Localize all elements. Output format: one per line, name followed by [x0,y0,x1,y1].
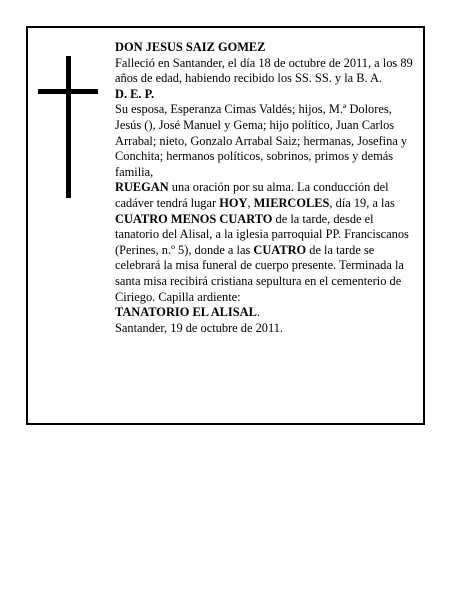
death-info: Falleció en Santander, el día 18 de octubre de 2011, a los 89 años de edad, habiendo recibido los SS. SS. y la B. A. [115,55,413,86]
cross-horizontal-bar [38,89,98,94]
chapel-line [115,305,420,321]
hoy-word: HOY [219,195,248,210]
mass-time: CUATRO [253,242,307,257]
deceased-name: DON JESUS SAIZ GOMEZ [115,40,266,54]
ruegan-word: RUEGAN [115,180,169,195]
weekday-word: MIERCOLES [253,195,330,210]
procession-time: CUATRO MENOS CUARTO [115,211,273,226]
cross-vertical-bar [66,56,71,198]
chapel-name: TANATORIO EL ALISAL [115,305,257,320]
funeral-request [115,180,420,305]
request-text-4: de la tarde, desde el tanatorio del Alisal, a la iglesia parroquial PP. Franciscanos (Perines, n.º 5), donde a las [115,211,409,257]
request-text-3: , día 19, a las [329,195,395,210]
request-text-5: de la tarde se celebrará la misa funeral de cuerpo presente. Terminada la santa misa recibirá cristiana sepultura en el cementerio de Ciriego. Capilla ardiente: [115,242,404,304]
request-text-2: , [247,195,254,210]
obituary-notice [26,26,425,425]
rip-line: D. E. P. [115,86,155,101]
closing-date: Santander, 19 de octubre de 2011. [115,320,283,335]
cross-icon [38,56,98,198]
chapel-period: . [256,305,260,320]
family-list: Su esposa, Esperanza Cimas Valdés; hijos, M.ª Dolores, Jesús (), José Manuel y Gema; hijo político, Juan Carlos Arrabal; nieto, Gonzalo Arrabal Saiz; hermanas, Josefina y Conchita; hermanos políticos, sobrinos, primos y demás familia, [115,102,408,179]
notice-text [115,40,420,336]
request-text-1: una oración por su alma. La conducción del cadáver tendrá lugar [115,180,389,210]
